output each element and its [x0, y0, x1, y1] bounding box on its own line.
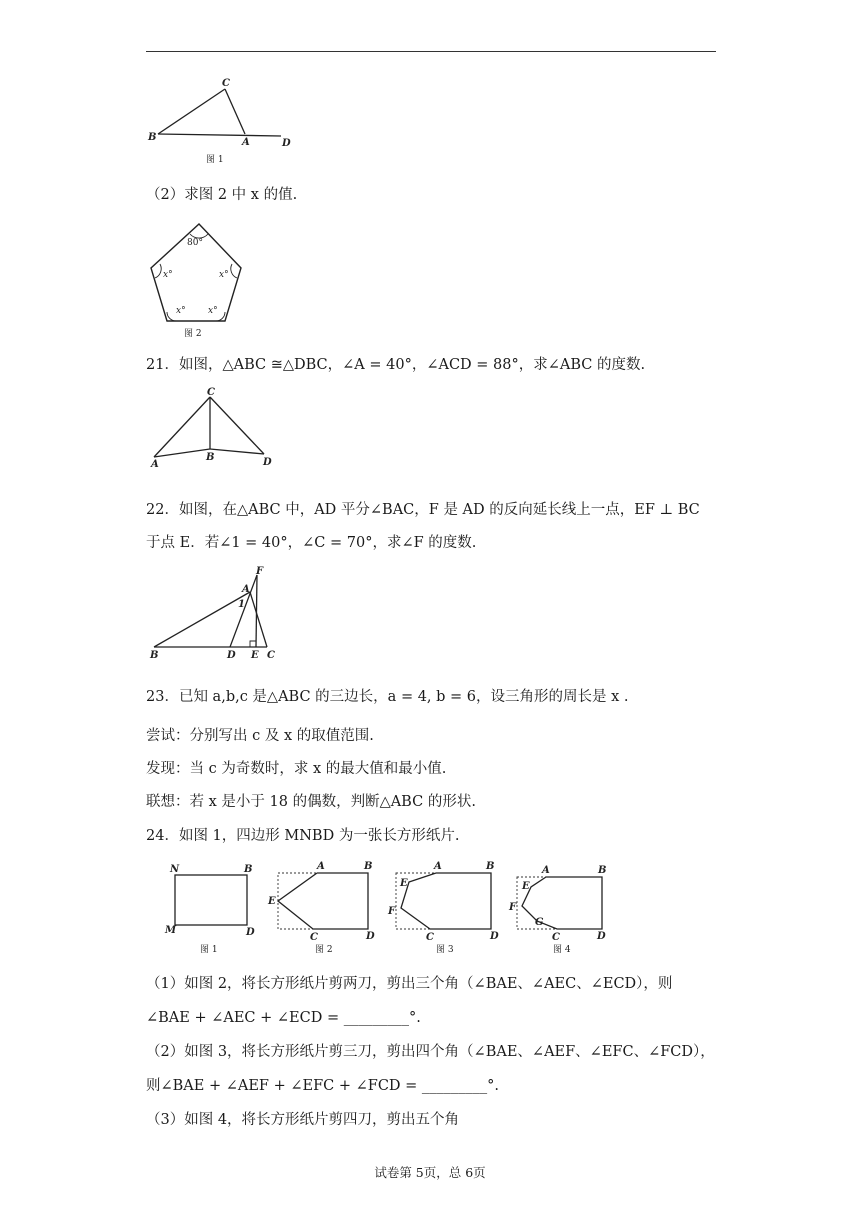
fig24-panel-3: [387, 861, 499, 955]
fig24-4-label-e: E: [522, 881, 530, 892]
q23-find-text: 发现：当 c 为奇数时，求 x 的最大值和最小值.: [146, 761, 447, 777]
header-rule: [146, 51, 716, 52]
fig22-label-1: 1: [238, 599, 245, 610]
fig2-angle-bottom-left: x°: [176, 306, 186, 316]
q24-part1-line2: ∠BAE + ∠AEC + ∠ECD = _________°.: [146, 1010, 421, 1026]
q23-text: 23．已知 a,b,c 是△ABC 的三边长，a = 4, b = 6，设三角形的周长是 x .: [146, 689, 629, 705]
fig24-4-label-a: A: [542, 865, 550, 876]
fig1-label-c: C: [222, 78, 230, 89]
fig1-label-a: A: [242, 137, 250, 148]
q24-part2-line1: （2）如图 3，将长方形纸片剪三刀，剪出四个角（∠BAE、∠AEF、∠EFC、∠FCD），: [146, 1044, 715, 1060]
fig22-label-a: A: [242, 584, 250, 595]
q24-part1-line1: （1）如图 2，将长方形纸片剪两刀，剪出三个角（∠BAE、∠AEC、∠ECD），则: [146, 976, 673, 992]
q23-link-text: 联想：若 x 是小于 18 的偶数，判断△ABC 的形状.: [146, 794, 476, 810]
fig24-panel-2: [267, 861, 375, 955]
fig22-label-e: E: [251, 650, 259, 661]
fig24-4-caption: 图 4: [553, 945, 571, 955]
q20-part2-text: （2）求图 2 中 x 的值.: [146, 187, 298, 203]
figure-21-congruent-triangles: [146, 385, 280, 471]
q21-text: 21．如图，△ABC ≅△DBC，∠A = 40°，∠ACD = 88°，求∠ABC 的度数.: [146, 357, 646, 373]
fig24-4-label-g: G: [535, 917, 544, 928]
q24-part3-line1: （3）如图 4，将长方形纸片剪四刀，剪出五个角: [146, 1112, 460, 1128]
fig21-label-b: B: [206, 452, 215, 463]
fig24-1-label-m: M: [165, 925, 177, 936]
figure-1-triangle-extension: [146, 76, 306, 170]
fig24-3-label-f: F: [388, 906, 396, 917]
fig2-angle-top: 80°: [187, 238, 203, 248]
fig22-label-c: C: [267, 650, 275, 661]
fig1-label-b: B: [148, 132, 157, 143]
q24-text: 24．如图 1，四边形 MNBD 为一张长方形纸片.: [146, 828, 460, 844]
fig2-angle-bottom-right: x°: [208, 306, 218, 316]
fig24-2-label-d: D: [366, 931, 375, 942]
fig21-label-a: A: [151, 459, 159, 470]
fig22-label-b: B: [150, 650, 159, 661]
fig1-caption: 图 1: [206, 155, 224, 165]
fig24-3-caption: 图 3: [436, 945, 454, 955]
fig24-4-label-c: C: [552, 932, 560, 943]
page-footer: 试卷第 5页，总 6页: [374, 1165, 486, 1180]
fig24-1-caption: 图 1: [200, 945, 218, 955]
fig24-3-label-a: A: [434, 861, 442, 872]
fig24-4-label-f: F: [509, 902, 517, 913]
fig24-panel-1: [164, 864, 255, 955]
fig24-2-caption: 图 2: [315, 945, 333, 955]
q22-text-line2: 于点 E．若∠1 = 40°，∠C = 70°，求∠F 的度数.: [146, 535, 477, 551]
fig22-label-d: D: [227, 650, 236, 661]
figure-22-triangle-bisector: [146, 565, 282, 661]
fig22-label-f: F: [256, 566, 264, 577]
fig24-3-label-c: C: [426, 932, 434, 943]
fig21-label-d: D: [263, 457, 272, 468]
q22-text-line1: 22．如图，在△ABC 中，AD 平分∠BAC，F 是 AD 的反向延长线上一点，EF ⊥ BC: [146, 502, 700, 518]
fig24-1-label-n: N: [170, 864, 180, 875]
figure-2-pentagon: [146, 218, 256, 342]
fig24-4-label-d: D: [597, 931, 606, 942]
fig24-2-label-c: C: [310, 932, 318, 943]
fig24-2-label-e: E: [268, 896, 276, 907]
fig24-1-label-b: B: [244, 864, 253, 875]
fig2-angle-right: x°: [219, 270, 229, 280]
q23-try-text: 尝试：分别写出 c 及 x 的取值范围.: [146, 728, 374, 744]
fig2-caption: 图 2: [184, 329, 202, 339]
fig21-label-c: C: [207, 387, 215, 398]
figure-24-paper-cuts: [160, 858, 620, 958]
fig24-1-label-d: D: [246, 927, 255, 938]
fig2-angle-left: x°: [163, 270, 173, 280]
fig24-3-label-b: B: [486, 861, 495, 872]
fig24-4-label-b: B: [598, 865, 607, 876]
fig24-3-label-e: E: [400, 878, 408, 889]
fig24-2-label-a: A: [317, 861, 325, 872]
fig1-label-d: D: [282, 138, 291, 149]
q24-part2-line2: 则∠BAE + ∠AEF + ∠EFC + ∠FCD = _________°.: [146, 1078, 500, 1094]
fig24-2-label-b: B: [364, 861, 373, 872]
fig24-panel-4: [508, 865, 606, 955]
fig24-3-label-d: D: [490, 931, 499, 942]
